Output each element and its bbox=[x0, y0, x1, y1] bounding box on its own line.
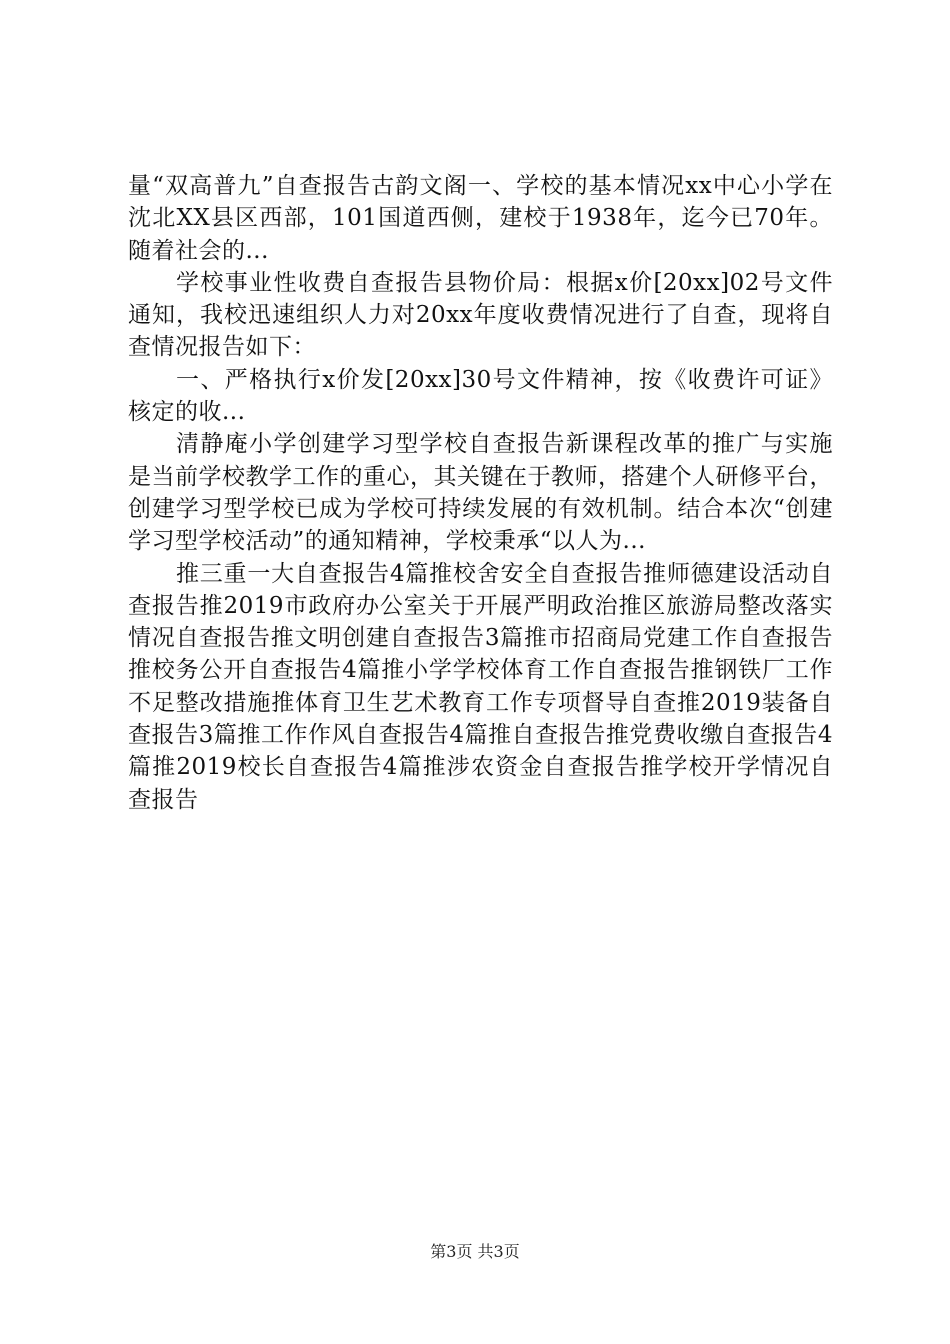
page-number-footer: 第3页 共3页 bbox=[430, 1242, 520, 1261]
paragraph-learning-school: 清静庵小学创建学习型学校自查报告新课程改革的推广与实施是当前学校教学工作的重心，其关键在于教师，搭建个人研修平台，创建学习型学校已成为学校可持续发展的有效机制。结合本次“创建学习型学校活动”的通知精神，学校秉承“以人为... bbox=[128, 431, 833, 555]
paragraph-continuation: 量“双高普九”自查报告古韵文阁一、学校的基本情况xx中心小学在沈北XX县区西部，101国道西侧，建校于1938年，迄今已70年。随着社会的... bbox=[128, 173, 833, 264]
paragraph-recommendations: 推三重一大自查报告4篇推校舍安全自查报告推师德建设活动自查报告推2019市政府办公室关于开展严明政治推区旅游局整改落实情况自查报告推文明创建自查报告3篇推市招商局党建工作自查报告推校务公开自查报告4篇推小学学校体育工作自查报告推钢铁厂工作不足整改措施推体育卫生艺术教育工作专项督导自查推2019装备自查报告3篇推工作作风自查报告4篇推自查报告推党费收缴自查报告4篇推2019校长自查报告4篇推涉农资金自查报告推学校开学情况自查报告 bbox=[128, 560, 833, 813]
paragraph-fee-report: 学校事业性收费自查报告县物价局：根据x价[20xx]02号文件通知，我校迅速组织人力对20xx年度收费情况进行了自查，现将自查情况报告如下： bbox=[128, 269, 833, 361]
paragraph-fee-item-one: 一、严格执行x价发[20xx]30号文件精神，按《收费许可证》核定的收... bbox=[128, 366, 833, 426]
document-body bbox=[128, 170, 833, 816]
